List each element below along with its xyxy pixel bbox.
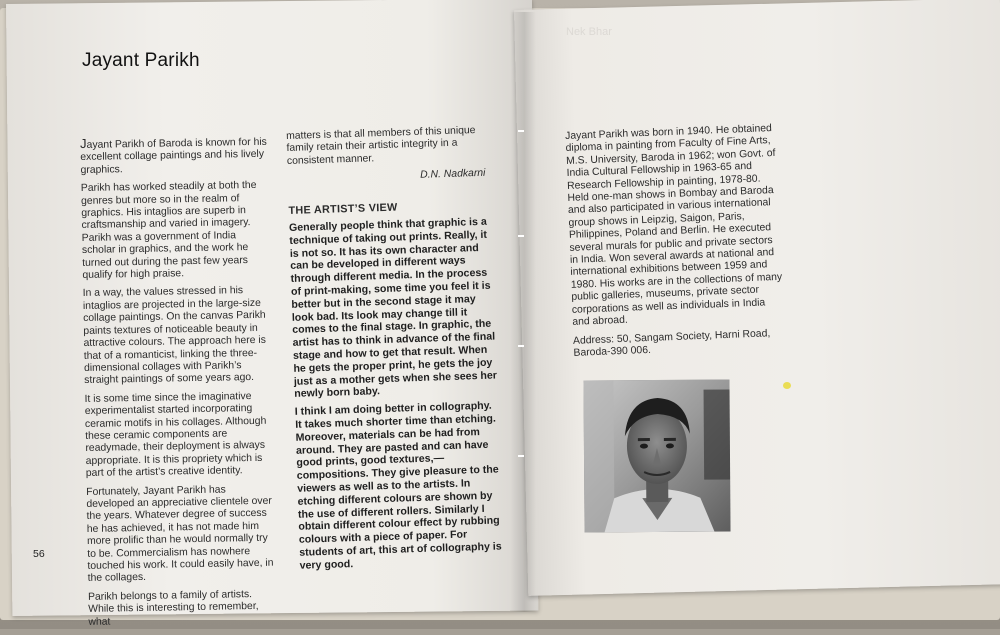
drop-cap: J xyxy=(79,135,87,151)
artist-portrait-photo xyxy=(583,379,730,532)
artist-view-paragraph: Generally people think that graphic is a technique of taking out prints. Really, it is not so. It has its own character and can be developed in different ways through different media. In the process of print-making, some time you feel it is better but in the second stage it may look bad. Its look may change till it comes to the final stage. In graphic, the artist has to think in advance of the final stage and how to get that result. When he gets the proper print, he gets the joy just as a mother gets when she sees her newly born baby. xyxy=(288,215,498,401)
binding-stitch xyxy=(518,235,524,237)
left-column xyxy=(80,135,279,635)
binding-stitch xyxy=(518,345,524,347)
body-paragraph: Parikh has worked steadily at both the genres but more so in the realm of graphics. His intaglios are superb in craftsmanship and varied in imagery. Parikh was a government of India scholar in graphics, and the work he turned out during the past few years qualify for high praise. xyxy=(80,180,257,282)
bio-column xyxy=(565,123,786,366)
paint-spot xyxy=(783,382,791,389)
body-paragraph: Fortunately, Jayant Parikh has developed an appreciative clientele over the years. Whatever degree of success he has achieved, it has not made him more prolific than he would normally try to be. Commercialism has nowhere touched his work. It could easily have, in the collages. xyxy=(86,484,274,585)
binding-stitch xyxy=(518,455,524,457)
body-paragraph: It is some time since the imaginative experimentalist started incorporating ceramic motifs in his collages. Although these ceramic components are readymade, their deployment is always appropriate. It is this propriety which is part of the artist’s creative identity. xyxy=(84,390,267,480)
artist-view-paragraph: I think I am doing better in collography. It takes much shorter time than etching. Moreover, materials can be had from around. They are pasted and can have good prints, good textures,— compositions. They give pleasure to the viewers as well as to the artists. In etching different colours are shown by the use of different rollers. Similarly I obtain different colour effect by rubbing colours with a piece of paper. For students of art, this art of collography is very good. xyxy=(294,399,502,572)
address-paragraph: Address: 50, Sangam Society, Harni Road, Baroda-390 006. xyxy=(572,327,771,359)
section-heading: THE ARTIST’S VIEW xyxy=(288,201,398,217)
page-number: 56 xyxy=(33,548,45,560)
article-title: Jayant Parikh xyxy=(82,50,200,71)
portrait-illustration xyxy=(583,379,730,532)
body-paragraph: In a way, the values stressed in his intaglios are projected in the large-size collage paintings. On the canvas Parikh paints textures of noticeable beauty in attractive colours. The approach here is that of a romanticist, linking the three-dimensional collages with Parikh’s straight paintings of some years ago. xyxy=(82,285,266,387)
binding-stitch xyxy=(518,130,524,132)
author-attribution: D.N. Nadkarni xyxy=(420,167,486,182)
intro-paragraph: Jayant Parikh of Baroda is known for his excellent collage paintings and his lively graphics. xyxy=(79,135,267,176)
middle-column xyxy=(286,125,504,578)
continued-paragraph: matters is that all members of this unique family retain their artistic integrity in a consistent manner. xyxy=(286,125,476,167)
bio-paragraph: Jayant Parikh was born in 1940. He obtained diploma in painting from Faculty of Fine Arts, M.S. University, Baroda in 1962; won Govt. of India Cultural Fellowship in 1963-65 and Research Fellowship in painting, 1978-80. Held one-man shows in Bombay and Baroda and also participated in various international group shows in Leipzig, Saigon, Paris, Philippines, Poland and Berlin. He executed several murals for public and private sectors in India. Won several awards at national and international exhibitions between 1959 and 1980. His works are in the collections of many public galleries, museums, private sector corporations as well as individuals in India and abroad. xyxy=(565,123,783,328)
book-gutter xyxy=(510,12,536,612)
artist-view-text xyxy=(289,216,504,573)
body-paragraph: Parikh belongs to a family of artists. While this is interesting to remember, what xyxy=(87,588,259,628)
show-through-text: Nek Bhar xyxy=(566,26,612,38)
